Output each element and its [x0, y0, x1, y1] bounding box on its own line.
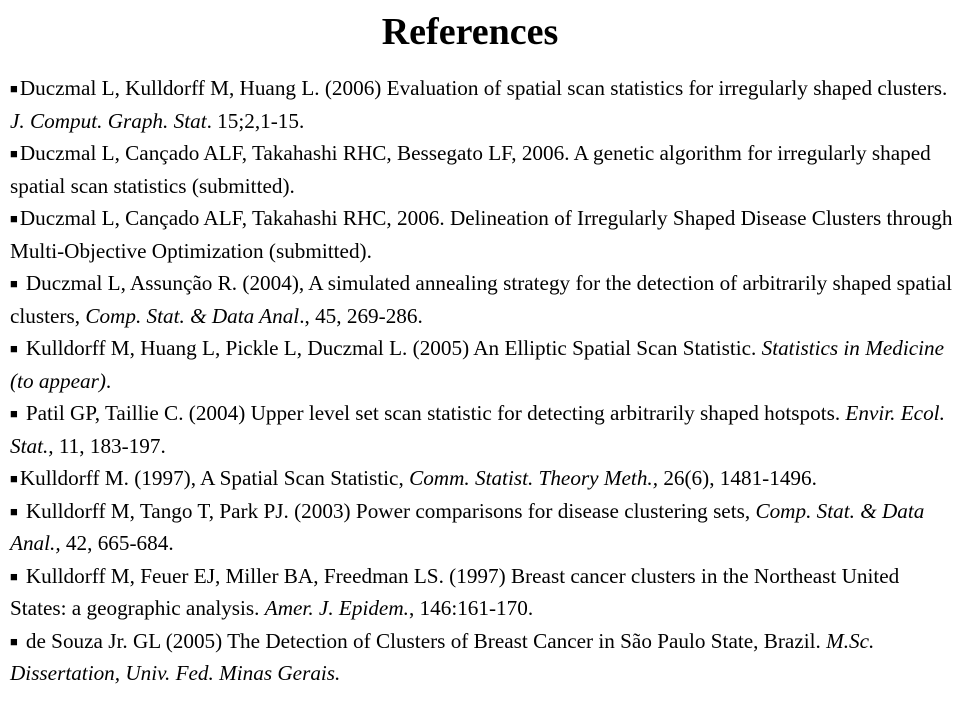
- reference-item: [10, 397, 955, 462]
- reference-details: , 146:161-170.: [408, 596, 534, 620]
- reference-item: [10, 137, 955, 202]
- reference-journal: Amer. J. Epidem.: [264, 596, 409, 620]
- square-bullet-icon: ■: [10, 81, 18, 96]
- reference-journal: Comp. Stat. & Data Anal.,: [10, 498, 925, 555]
- reference-details: .: [105, 368, 112, 393]
- square-bullet-icon: ■: [10, 633, 18, 649]
- reference-item: [10, 72, 955, 137]
- reference-details: 26(6), 1481-1496.: [658, 466, 817, 490]
- square-bullet-icon: ■: [10, 276, 18, 291]
- reference-details: 42, 665-684.: [60, 531, 174, 555]
- reference-text: Patil GP, Taillie C. (2004) Upper level set scan statistic for detecting arbitrarily shaped hotspots.: [25, 401, 846, 425]
- reference-item: [10, 560, 955, 625]
- reference-text: Duczmal L, Cançado ALF, Takahashi RHC, Bessegato LF, 2006. A genetic algorithm for irregularly shaped spatial scan statistics (submitted).: [10, 141, 931, 198]
- reference-journal: M.Sc. Dissertation, Univ. Fed. Minas Gerais.: [10, 628, 875, 685]
- reference-details: 11, 183-197.: [53, 433, 166, 458]
- reference-journal: Comm. Statist. Theory Meth.,: [409, 466, 659, 490]
- square-bullet-icon: ■: [10, 568, 18, 584]
- references-list: [10, 72, 955, 690]
- reference-text: Duczmal L, Cançado ALF, Takahashi RHC, 2006. Delineation of Irregularly Shaped Disease Clusters through Multi-Objective Optimization (submitted).: [10, 206, 953, 263]
- square-bullet-icon: ■: [10, 471, 18, 486]
- reference-item: [10, 267, 955, 332]
- reference-details: . 15;2,1-15.: [206, 108, 305, 133]
- reference-text: Duczmal L, Kulldorff M, Huang L. (2006) Evaluation of spatial scan statistics for irregularly shaped clusters.: [19, 76, 948, 100]
- square-bullet-icon: ■: [10, 211, 18, 226]
- page-title: References: [381, 11, 559, 53]
- reference-text: Kulldorff M, Feuer EJ, Miller BA, Freedman LS. (1997) Breast cancer clusters in the Northeast United States: a geographic analysis.: [10, 563, 900, 620]
- reference-journal: J. Comput. Graph. Stat: [10, 108, 207, 133]
- reference-journal: Comp. Stat. & Data Anal: [85, 303, 300, 328]
- reference-item: [10, 625, 955, 690]
- square-bullet-icon: ■: [10, 503, 18, 519]
- square-bullet-icon: ■: [10, 406, 18, 421]
- reference-item: [10, 495, 955, 560]
- reference-journal: Envir. Ecol. Stat.,: [10, 401, 945, 458]
- square-bullet-icon: ■: [10, 341, 18, 356]
- reference-text: Kulldorff M, Huang L, Pickle L, Duczmal L. (2005) An Elliptic Spatial Scan Statistic.: [25, 336, 762, 360]
- reference-details: ., 45, 269-286.: [299, 303, 423, 328]
- reference-text: de Souza Jr. GL (2005) The Detection of Clusters of Breast Cancer in São Paulo State, Brazil.: [25, 628, 827, 653]
- reference-item: [10, 332, 955, 397]
- reference-item: [10, 462, 955, 495]
- square-bullet-icon: ■: [10, 146, 18, 161]
- reference-text: Kulldorff M, Tango T, Park PJ. (2003) Power comparisons for disease clustering sets,: [25, 498, 756, 523]
- reference-text: Duczmal L, Assunção R. (2004), A simulated annealing strategy for the detection of arbitrarily shaped spatial clusters,: [10, 271, 952, 328]
- reference-item: [10, 202, 955, 267]
- reference-text: Kulldorff M. (1997), A Spatial Scan Statistic,: [19, 466, 410, 490]
- reference-journal: Statistics in Medicine (to appear): [10, 336, 945, 393]
